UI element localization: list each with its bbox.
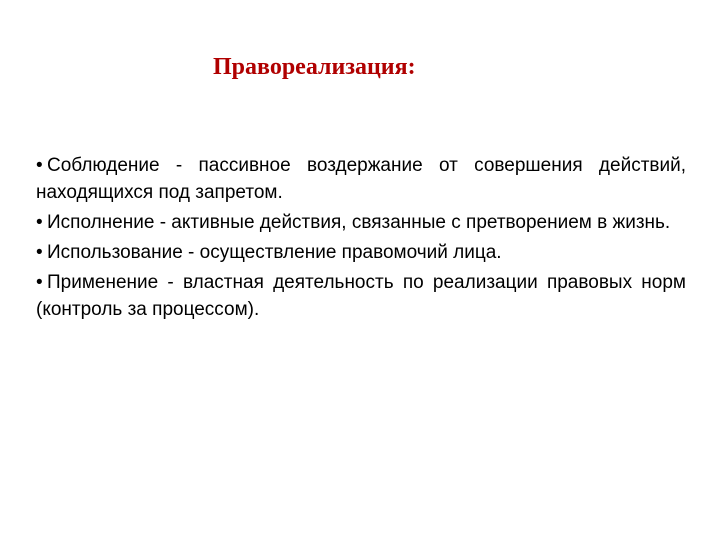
list-item-text: Использование - осуществление правомочий лица. — [47, 242, 502, 263]
bullet-marker: • — [36, 212, 43, 233]
bullet-list — [36, 152, 686, 326]
list-item-text: Применение - властная деятельность по реализации правовых норм (контроль за процессом). — [36, 272, 686, 320]
slide-title: Правореализация: — [213, 54, 416, 80]
list-item — [36, 269, 686, 323]
list-item — [36, 239, 686, 266]
bullet-marker: • — [36, 272, 43, 293]
list-item — [36, 209, 686, 236]
bullet-marker: • — [36, 242, 43, 263]
list-item-text: Исполнение - активные действия, связанные с претворением в жизнь. — [47, 212, 671, 233]
list-item-text: Соблюдение - пассивное воздержание от совершения действий, находящихся под запретом. — [36, 155, 686, 203]
list-item — [36, 152, 686, 206]
bullet-marker: • — [36, 155, 43, 176]
